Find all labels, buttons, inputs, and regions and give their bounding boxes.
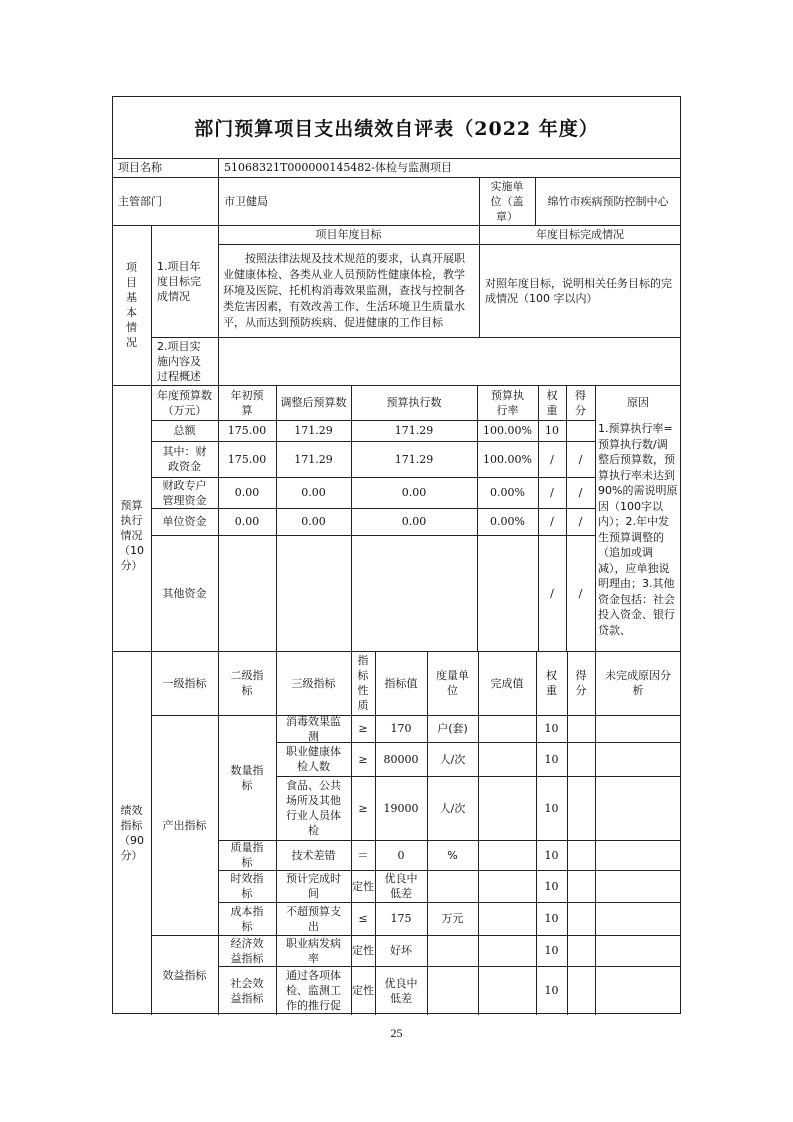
- budget-score: /: [578, 452, 583, 466]
- perf-header: 三级指标: [291, 676, 336, 690]
- budget-initial: 175.00: [227, 452, 267, 466]
- budget-weight: /: [550, 452, 554, 466]
- year-goal-header: 项目年度目标: [315, 228, 382, 241]
- implementing-unit-value: 绵竹市疾病预防控制中心: [547, 194, 669, 208]
- budget-executed: 171.29: [394, 424, 434, 437]
- indicator-done: [478, 870, 536, 902]
- indicator-nature: ＝: [357, 848, 369, 862]
- budget-adjusted: 0.00: [301, 515, 326, 528]
- perf-header: 指标值: [384, 676, 418, 690]
- budget-executed: 171.29: [394, 452, 434, 466]
- perf-header: 度量单位: [436, 669, 469, 697]
- budget-weight: /: [550, 486, 554, 499]
- budget-row-label: 财政专户管理资金: [162, 478, 207, 507]
- indicator-unit: [427, 870, 478, 902]
- rule: [151, 337, 681, 338]
- perf-header: 得分: [575, 669, 587, 697]
- indicator-name: 不超预算支出: [286, 904, 341, 933]
- budget-initial: 0.00: [234, 486, 260, 499]
- budget-section-label: 预算执行情况（10分）: [119, 499, 144, 572]
- indicator-value: 好坏: [390, 944, 412, 957]
- budget-rate: 100.00%: [483, 452, 532, 466]
- budget-adjusted: 0.00: [301, 486, 326, 499]
- budget-row-label: 其中：财政资金: [162, 445, 207, 473]
- indicator-name: 职业健康体检人数: [286, 745, 341, 773]
- perf-header: 指标性质: [357, 654, 369, 712]
- indicator-done: [478, 776, 536, 840]
- indicator-weight: 10: [544, 722, 559, 735]
- indicator-unit: 户(套): [437, 722, 468, 735]
- page-title: 部门预算项目支出绩效自评表（2022 年度）: [194, 117, 599, 140]
- budget-row-label: 单位资金: [162, 515, 207, 528]
- perf-header: 未完成原因分析: [605, 669, 671, 697]
- indicator-done: [478, 715, 536, 742]
- implementing-unit-label: 实施单位（盖章）: [490, 179, 524, 223]
- budget-score: /: [578, 486, 583, 499]
- perf-header: 权重: [546, 669, 557, 697]
- indicator-value: 优良中低差: [384, 872, 418, 900]
- budget-executed: [351, 535, 477, 651]
- goal-done-header: 年度目标完成情况: [536, 228, 624, 241]
- quantity-group-label: 数量指标: [230, 763, 264, 792]
- indicator-done: [478, 902, 536, 935]
- quality-group-label: 质量指标: [230, 841, 264, 869]
- indicator-done: [478, 966, 536, 1015]
- perf-header: 二级指标: [230, 669, 264, 697]
- indicator-value: 0: [397, 848, 405, 862]
- budget-score: [566, 420, 595, 441]
- goal-done-text: 对照年度目标，说明相关任务目标的完成情况（100 字以内）: [485, 276, 672, 305]
- budget-header: 调整后预算数: [280, 396, 347, 409]
- social-group-label: 社会效益指标: [230, 976, 264, 1005]
- indicator-name: 消毒效果监测: [286, 715, 341, 742]
- budget-rate: 0.00%: [490, 486, 525, 499]
- budget-header: 年度预算数（万元）: [157, 388, 212, 417]
- timeliness-group-label: 时效指标: [230, 872, 264, 900]
- budget-header: 原因: [627, 396, 649, 409]
- budget-header: 预算执行率: [491, 388, 524, 417]
- indicator-unit: [427, 935, 478, 966]
- output-indicator-label: 产出指标: [162, 818, 207, 832]
- budget-header: 年初预算: [230, 388, 264, 417]
- indicator-nature: ≥: [358, 801, 368, 815]
- budget-header: 预算执行数: [386, 396, 442, 409]
- budget-weight: /: [550, 515, 554, 528]
- budget-header: 得分: [575, 388, 586, 417]
- indicator-value: 19000: [383, 801, 419, 815]
- indicator-unit: 人/次: [439, 801, 466, 815]
- indicator-nature: ≥: [358, 722, 368, 735]
- budget-initial: [218, 535, 276, 651]
- indicator-name: 食品、公共场所及其他行业人员体检: [286, 779, 341, 837]
- indicator-unit: [427, 966, 478, 1015]
- perf-header: 一级指标: [162, 676, 207, 690]
- indicator-done: [478, 840, 536, 870]
- indicator-nature: 定性: [352, 984, 374, 997]
- perf-section-label: 绩效指标（90分）: [119, 804, 144, 862]
- budget-rate: 100.00%: [483, 424, 532, 437]
- budget-score: /: [578, 515, 583, 528]
- cost-group-label: 成本指标: [230, 904, 264, 933]
- budget-executed: 0.00: [401, 515, 427, 528]
- indicator-value: 170: [390, 722, 412, 735]
- indicator-nature: 定性: [352, 944, 374, 957]
- project-name-value: 51068321T000000145482-体检与监测项目: [224, 161, 453, 174]
- budget-row-label: 总额: [173, 424, 196, 437]
- goal-label: 1.项目年度目标完成情况: [157, 259, 201, 303]
- process-label: 2.项目实施内容及过程概述: [157, 339, 201, 383]
- indicator-weight: 10: [544, 912, 559, 925]
- goal-text: 按照法律法规及技术规范的要求，认真开展职业健康体检、各类从业人员预防性健康体检，教学环境及医院、托机构消毒效果监测，查找与控制各类危害因素，有效改善工作、生活环境卫生质量水平，从而达到预防疾病、促进健康的工作目标: [223, 251, 465, 329]
- budget-rate: 0.00%: [490, 515, 525, 528]
- indicator-unit: 万元: [441, 912, 464, 925]
- budget-row-label: 其他资金: [162, 586, 207, 600]
- indicator-done: [478, 935, 536, 966]
- indicator-name: 职业病发病率: [286, 936, 341, 965]
- indicator-unit: %: [447, 848, 458, 862]
- budget-adjusted: 171.29: [294, 452, 333, 466]
- indicator-done: [478, 742, 536, 776]
- department-label: 主管部门: [118, 194, 162, 208]
- indicator-weight: 10: [544, 984, 559, 997]
- budget-executed: 0.00: [401, 486, 427, 499]
- indicator-name: 技术差错: [291, 848, 336, 862]
- budget-initial: 0.00: [234, 515, 260, 528]
- budget-header: 权重: [546, 388, 558, 417]
- budget-adjusted: [276, 535, 351, 651]
- indicator-weight: 10: [544, 752, 559, 766]
- indicator-weight: 10: [544, 801, 559, 815]
- budget-initial: 175.00: [227, 424, 267, 437]
- budget-rate: [477, 535, 538, 651]
- budget-score: /: [578, 586, 583, 600]
- budget-weight: /: [550, 586, 554, 600]
- project-name-label: 项目名称: [118, 161, 162, 174]
- page-number: 25: [390, 1026, 403, 1040]
- benefit-indicator-label: 效益指标: [162, 968, 207, 982]
- perf-header: 完成值: [490, 676, 524, 690]
- indicator-nature: ≥: [358, 752, 368, 766]
- indicator-nature: ≤: [358, 912, 368, 925]
- indicator-nature: 定性: [352, 879, 374, 893]
- basic-section-label: 项目基本情况: [126, 261, 137, 349]
- department-value: 市卫健局: [224, 194, 268, 208]
- indicator-weight: 10: [544, 944, 559, 957]
- budget-adjusted: 171.29: [294, 424, 333, 437]
- reason-note: 1.预算执行率=预算执行数/调整后预算数，预算执行率未达到90%的需说明原因（100字以内）；2.年中发生预算调整的（追加或调减），应单独说明理由；3.其他资金包括：社会投入资金、银行贷款、: [598, 422, 678, 637]
- indicator-value: 80000: [383, 752, 419, 766]
- indicator-unit: 人/次: [439, 752, 466, 766]
- indicator-weight: 10: [544, 879, 559, 893]
- indicator-name: 预计完成时间: [286, 872, 341, 900]
- indicator-name: 通过各项体检、监测工作的推行促: [286, 969, 341, 1012]
- budget-weight: 10: [545, 424, 559, 437]
- indicator-weight: 10: [544, 848, 559, 862]
- indicator-value: 175: [390, 912, 412, 925]
- indicator-value: 优良中低差: [384, 976, 418, 1005]
- economic-group-label: 经济效益指标: [230, 936, 264, 965]
